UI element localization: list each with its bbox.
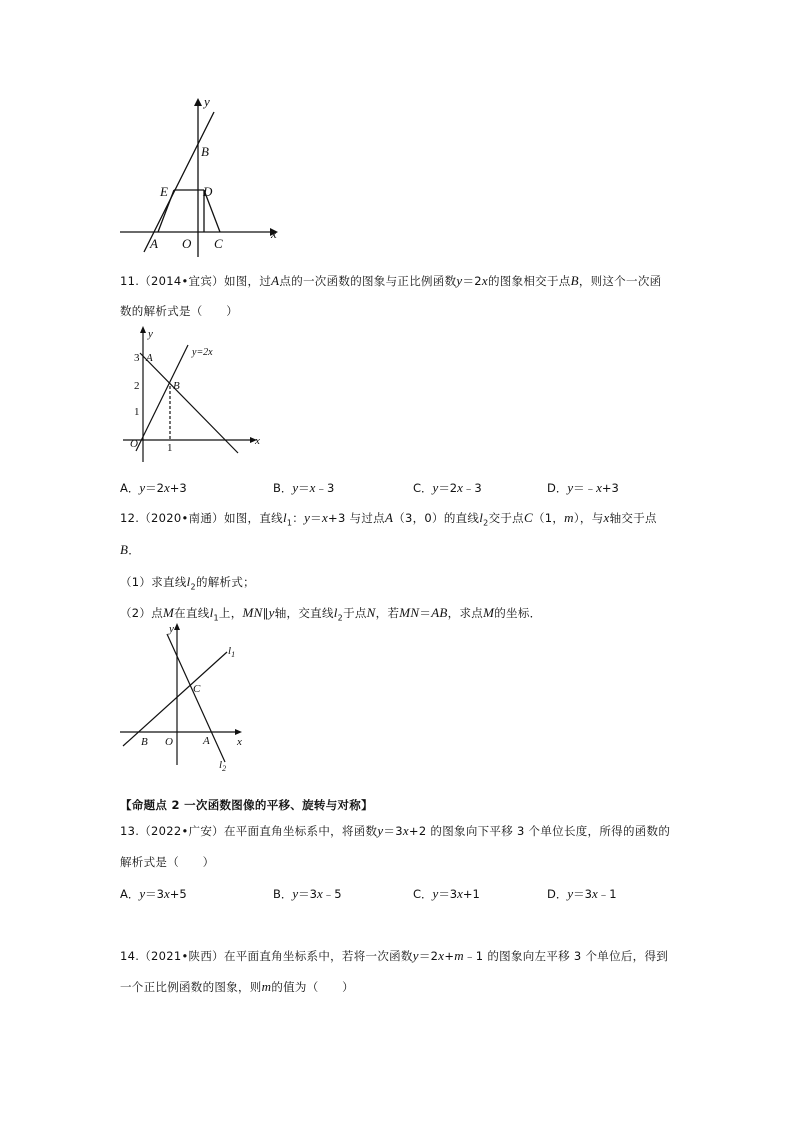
q11-option-a[interactable]: A．y＝2x+3: [120, 480, 187, 495]
tick-3: 3: [134, 352, 140, 364]
label-A: A: [146, 352, 153, 364]
q12-sub2: （2）点M在直线$l_1$上，MN∥y轴，交直线$l_2$于点N，若MN＝AB，求点M的坐标．: [120, 605, 542, 623]
q11-figure: [118, 325, 268, 465]
q13-option-c[interactable]: C．y＝3x+1: [413, 886, 480, 901]
q11-option-b[interactable]: B．y＝x﹣3: [273, 480, 335, 495]
label-C: C: [193, 683, 201, 695]
label-B: B: [173, 380, 180, 392]
label-y: y: [148, 328, 153, 340]
y-arrow-icon: [194, 98, 202, 106]
label-x: x: [237, 736, 242, 748]
x-arrow-icon: [235, 729, 242, 735]
q12-sub1: （1）求直线$l_2$的解析式；: [120, 574, 255, 592]
q12-figure: [115, 620, 255, 775]
label-l2: $l_2$: [219, 759, 227, 773]
label-A: A: [150, 236, 158, 251]
label-y: y: [204, 94, 210, 109]
label-x: x: [271, 226, 277, 241]
figure-1: [110, 92, 290, 262]
label-C: C: [214, 236, 223, 251]
y-arrow-icon: [174, 623, 180, 630]
q11-option-d[interactable]: D．y＝﹣x+3: [547, 480, 619, 495]
q12-line1: 12.（2020•南通）如图，直线$l_1$：y＝x+3 与过点A（3，0）的直线$l_2$交于点C（1，m），与x轴交于点: [120, 510, 657, 528]
q13-line1: 13.（2022•广安）在平面直角坐标系中，将函数y＝3x+2 的图象向下平移 3 个单位长度，所得的函数的: [120, 823, 671, 838]
q11-line2: 数的解析式是（ ）: [120, 304, 238, 318]
label-B: B: [141, 736, 148, 748]
label-B: B: [201, 144, 209, 159]
q12-line2: B．: [120, 542, 141, 557]
section-heading: 【命题点 2 一次函数图像的平移、旋转与对称】: [120, 798, 373, 812]
tick-1-y: 1: [134, 406, 140, 418]
label-O: O: [165, 736, 173, 748]
y-arrow-icon: [140, 326, 146, 333]
label-l1: $l_1$: [228, 645, 236, 659]
q14-line2: 一个正比例函数的图象，则m的值为（ ）: [120, 979, 354, 994]
q13-option-a[interactable]: A．y＝3x+5: [120, 886, 187, 901]
q13-option-d[interactable]: D．y＝3x﹣1: [547, 886, 617, 901]
q13-option-b[interactable]: B．y＝3x﹣5: [273, 886, 342, 901]
line-AB: [140, 353, 238, 453]
label-A: A: [203, 735, 210, 747]
label-y: y: [169, 623, 174, 635]
q13-line2: 解析式是（ ）: [120, 855, 215, 869]
tick-1-x: 1: [167, 442, 173, 454]
label-y2x: y=2x: [192, 347, 213, 358]
q11-line1: 11.（2014•宜宾）如图，过A点的一次函数的图象与正比例函数y＝2x的图象相交于点B，则这个一次函: [120, 273, 662, 288]
line-y2x: [136, 345, 188, 451]
q14-line1: 14.（2021•陕西）在平面直角坐标系中，若将一次函数y＝2x+m﹣1 的图象向左平移 3 个单位后，得到: [120, 948, 669, 963]
label-D: D: [203, 184, 213, 199]
q11-option-c[interactable]: C．y＝2x﹣3: [413, 480, 482, 495]
label-x: x: [255, 435, 260, 447]
tick-2: 2: [134, 380, 140, 392]
label-O: O: [182, 236, 192, 251]
label-O: O: [130, 438, 138, 450]
label-E: E: [160, 184, 168, 199]
